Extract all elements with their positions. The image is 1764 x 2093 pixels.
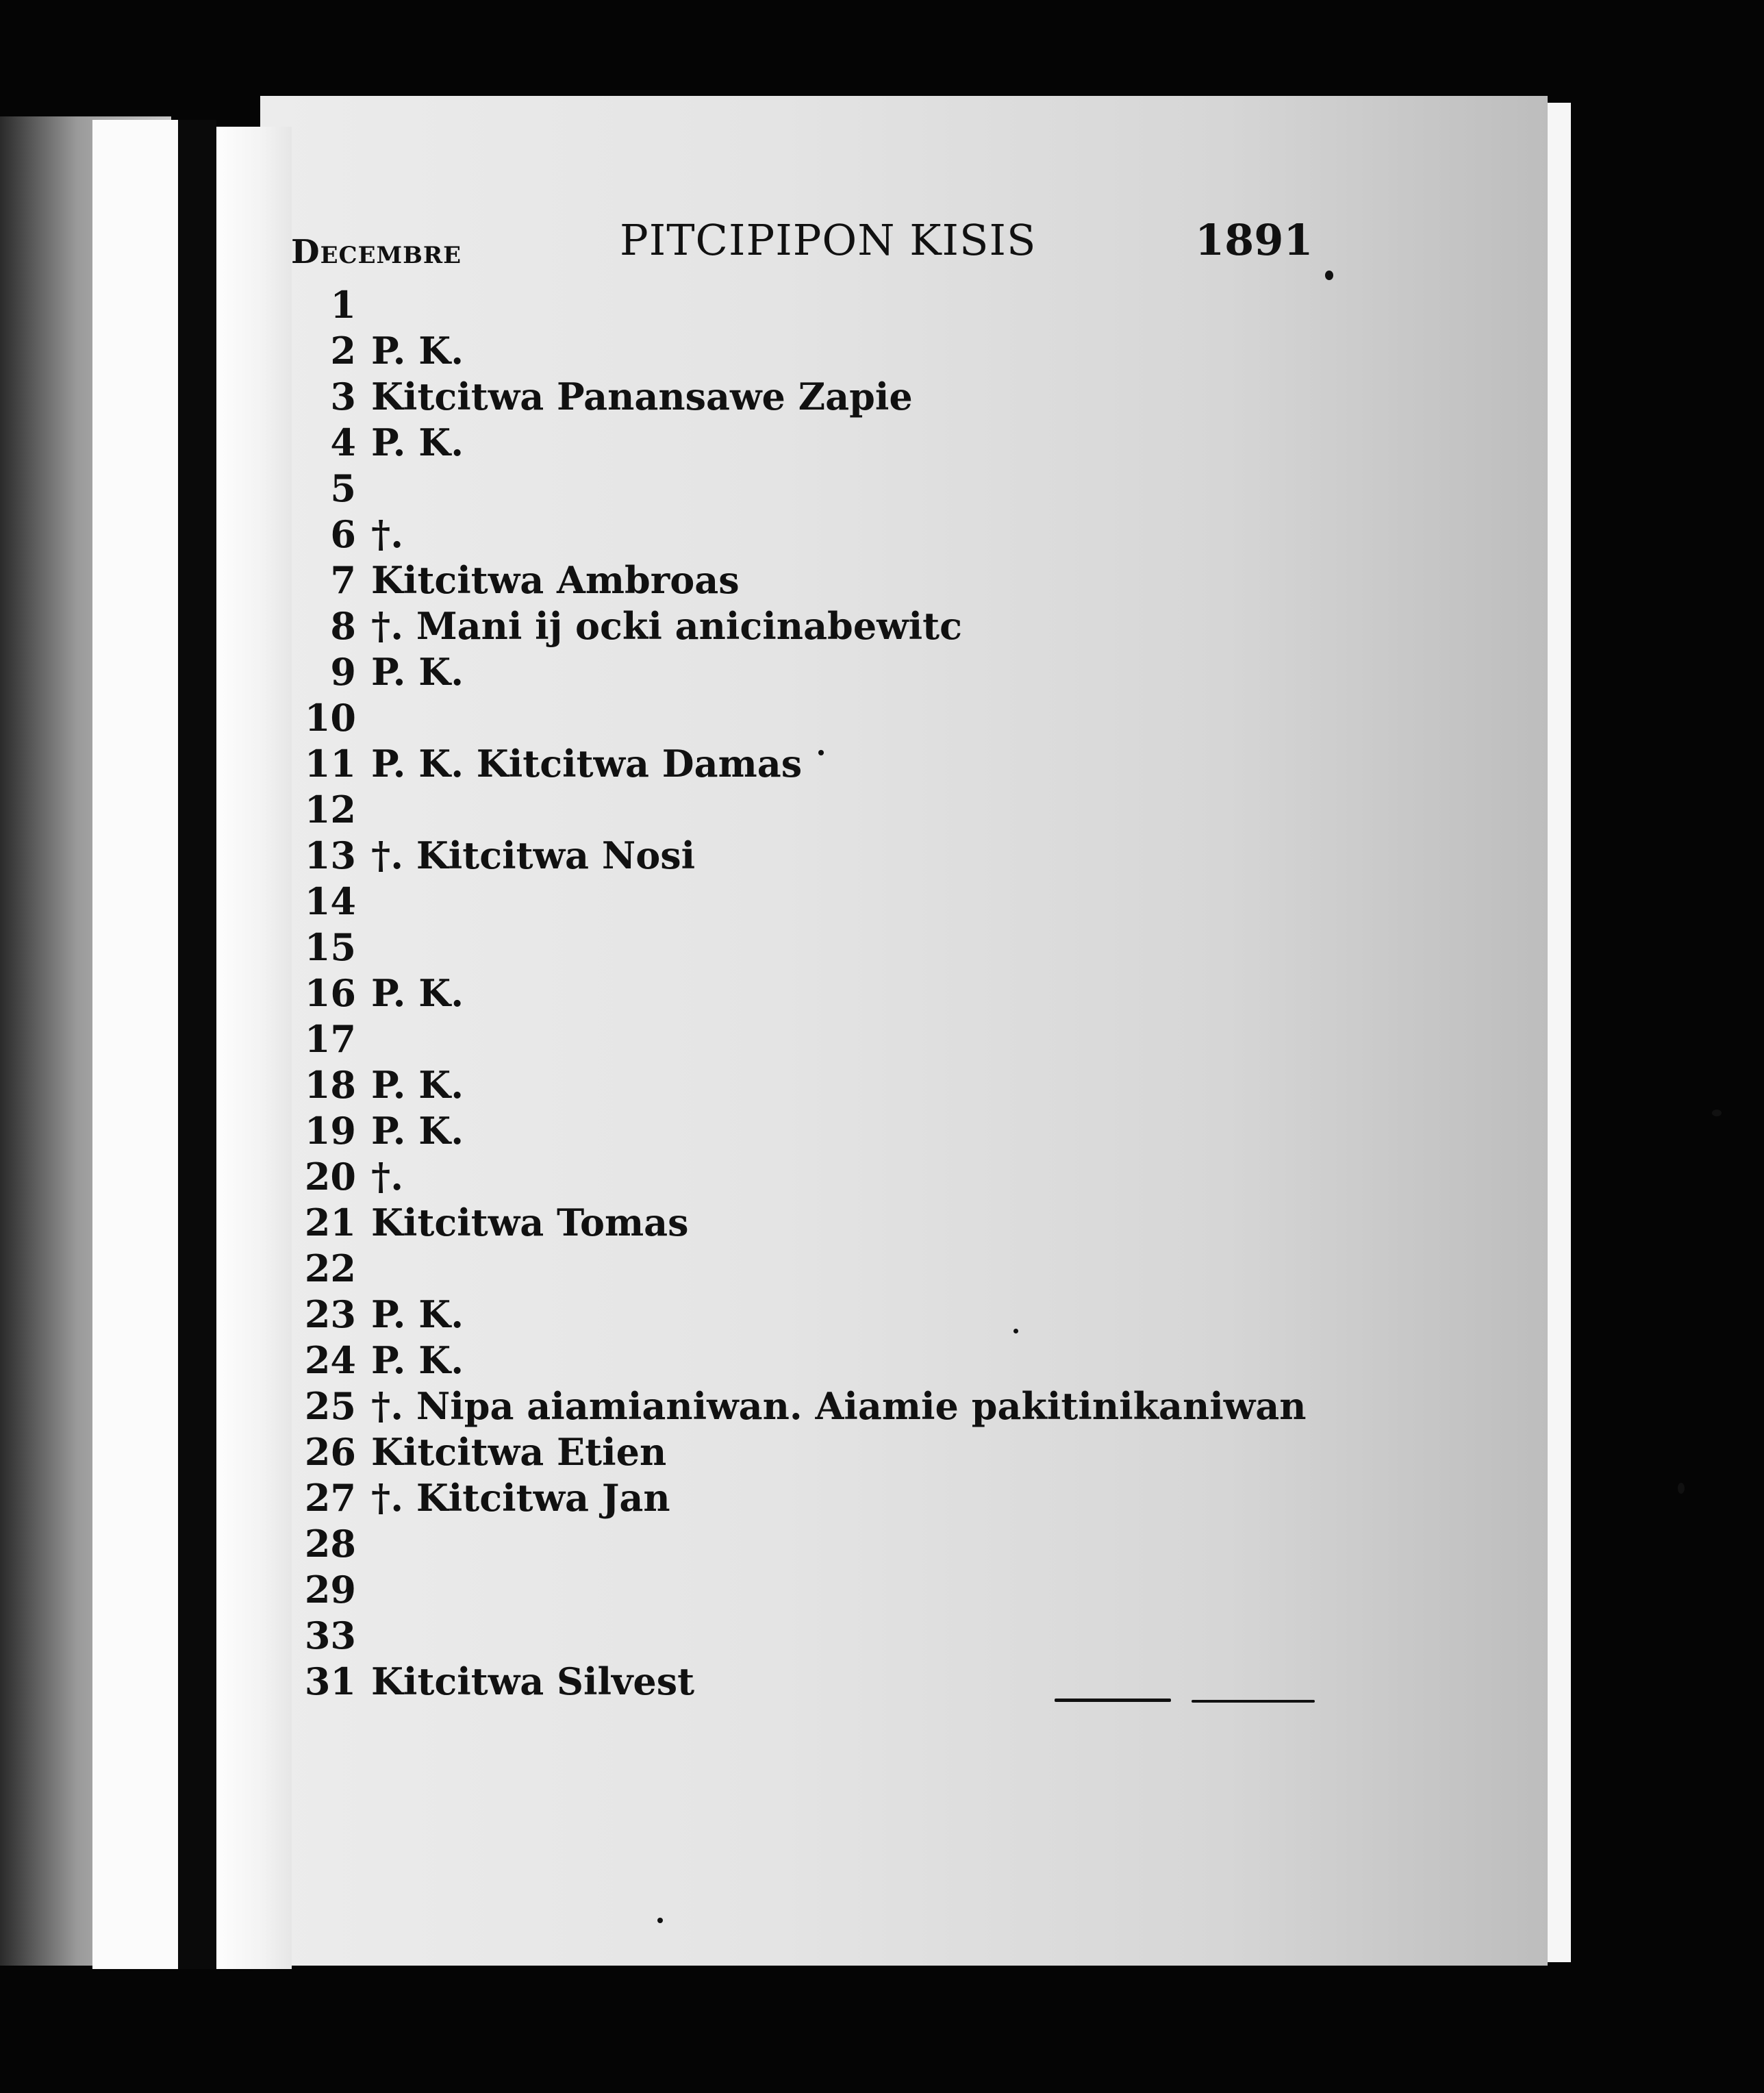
day-number: 15 [304,925,356,969]
spacer [356,374,371,420]
spacer [356,1659,371,1705]
spacer [356,512,371,557]
day-number: 10 [304,696,356,740]
day-number: 24 [304,1338,356,1382]
calendar-entry [294,1154,1390,1200]
day-number: 28 [304,1522,356,1566]
day-observance: †. Kitcitwa Nosi [371,834,696,877]
calendar-entry [294,1062,1390,1108]
page-gutter [216,127,292,1969]
day-observance: P. K. [371,1109,464,1153]
spacer [356,1246,371,1292]
spacer [356,925,371,970]
day-observance: Kitcitwa Ambroas [371,558,740,602]
calendar-entry [294,1246,1390,1292]
day-observance: P. K. [371,329,464,373]
day-observance: Kitcitwa Panansawe Zapie [371,375,913,418]
spacer [356,420,371,466]
calendar-entry [294,282,1390,328]
calendar-entry [294,1567,1390,1613]
spacer [356,1613,371,1659]
spacer [356,557,371,603]
spacer [356,879,371,925]
calendar-entry [294,1429,1390,1475]
day-observance: P. K. [371,650,464,694]
calendar-entry [294,925,1390,970]
spacer [356,1200,371,1246]
day-number: 7 [330,558,356,602]
day-number: 26 [304,1430,356,1474]
spacer [356,833,371,879]
day-number: 16 [304,971,356,1015]
calendar-entry [294,512,1390,557]
spacer [356,282,371,328]
day-number: 5 [330,466,356,510]
right-page-edge [1548,103,1571,1962]
calendar-entry [294,1200,1390,1246]
day-number: 31 [304,1659,356,1703]
day-number: 13 [304,834,356,877]
day-number: 17 [304,1017,356,1061]
day-number: 12 [304,788,356,831]
day-observance: Kitcitwa Silvest [371,1659,695,1703]
spacer [356,741,371,787]
day-number: 18 [304,1063,356,1107]
day-observance: P. K. [371,1063,464,1107]
day-number: 6 [330,512,356,556]
day-number: 14 [304,879,356,923]
day-number: 3 [330,375,356,418]
day-number: 27 [304,1476,356,1520]
spacer [356,328,371,374]
spacer [356,649,371,695]
calendar-entry [294,1292,1390,1338]
day-number: 25 [304,1384,356,1428]
calendar-entry [294,741,1390,787]
calendar-entry [294,1108,1390,1154]
spacer [356,1108,371,1154]
spacer [356,1338,371,1383]
day-observance: †. Nipa aiamianiwan. Aiamie pakitinikaniwan [371,1384,1307,1428]
spacer [356,466,371,512]
calendar-entry [294,1659,1390,1705]
day-observance: †. [371,1155,404,1199]
calendar-entry [294,374,1390,420]
calendar-entry [294,649,1390,695]
calendar-entry [294,328,1390,374]
day-observance: Kitcitwa Tomas [371,1201,689,1244]
day-number: 21 [304,1201,356,1244]
calendar-entry [294,1383,1390,1429]
spacer [356,970,371,1016]
spacer [356,1154,371,1200]
day-observance: †. [371,512,404,556]
spacer [356,1016,371,1062]
calendar-entry [294,787,1390,833]
day-number: 19 [304,1109,356,1153]
spacer [356,1062,371,1108]
day-number: 20 [304,1155,356,1199]
day-number: 8 [330,604,356,648]
day-number: 1 [330,283,356,327]
spacer [356,1292,371,1338]
month-label: Decembre [291,233,462,271]
calendar-entry [294,970,1390,1016]
day-number: 11 [304,742,356,786]
page-title: PITCIPIPON KISIS [620,215,1037,265]
calendar-entry [294,879,1390,925]
spacer [356,603,371,649]
day-number: 29 [304,1568,356,1612]
day-number: 22 [304,1246,356,1290]
spacer [356,1475,371,1521]
calendar-entry [294,1521,1390,1567]
book-spine-highlight [92,120,178,1969]
day-number: 9 [330,650,356,694]
spacer [356,787,371,833]
calendar-entry [294,1613,1390,1659]
day-number: 23 [304,1292,356,1336]
day-observance: †. Mani ij ocki anicinabewitc [371,604,962,648]
calendar-entry [294,1016,1390,1062]
calendar-entry [294,1338,1390,1383]
day-number: 4 [330,421,356,464]
day-observance: Kitcitwa Etien [371,1430,667,1474]
spacer [356,1383,371,1429]
day-observance: †. Kitcitwa Jan [371,1476,670,1520]
calendar-entry [294,833,1390,879]
spacer [356,1567,371,1613]
spacer [356,695,371,741]
calendar-entries [294,282,1390,1705]
day-observance: P. K. [371,971,464,1015]
spacer [356,1521,371,1567]
calendar-entry [294,1475,1390,1521]
day-observance: P. K. [371,1292,464,1336]
day-observance: P. K. [371,1338,464,1382]
day-number: 33 [304,1614,356,1657]
year-label: 1891 [1195,215,1313,265]
day-observance: P. K. Kitcitwa Damas [371,742,803,786]
day-observance: P. K. [371,421,464,464]
calendar-entry [294,466,1390,512]
book-gutter-shadow [178,120,216,1969]
calendar-entry [294,695,1390,741]
calendar-entry [294,420,1390,466]
page-header [291,214,1313,275]
day-number: 2 [330,329,356,373]
calendar-entry [294,603,1390,649]
spacer [356,1429,371,1475]
calendar-entry [294,557,1390,603]
